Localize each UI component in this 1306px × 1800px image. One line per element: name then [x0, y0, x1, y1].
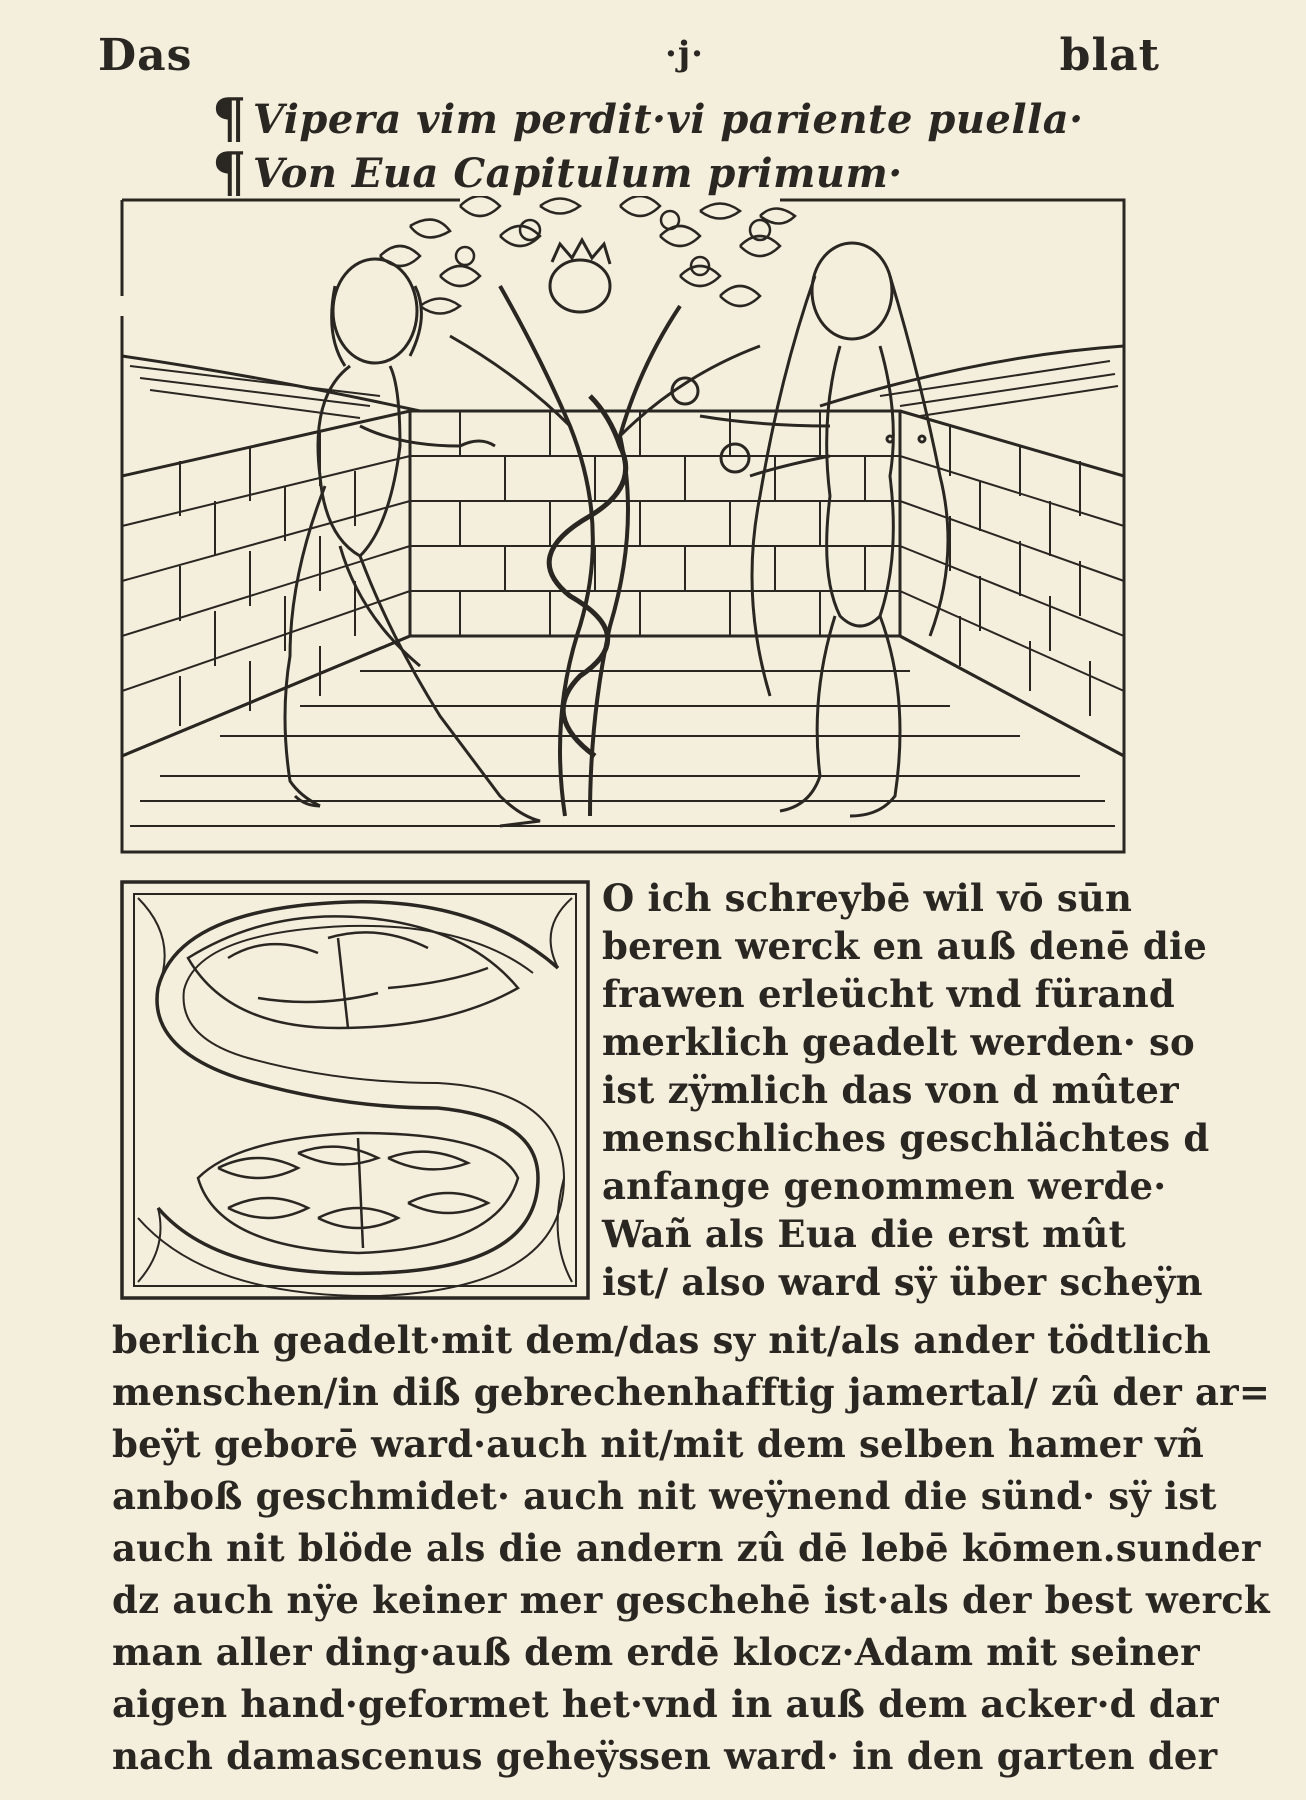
- text-line: berlich geadelt·mit dem/das sy nit/als ander tödtlich: [112, 1318, 1212, 1362]
- text-line: anboß geschmidet· auch nit weÿnend die sünd· sÿ ist: [112, 1474, 1217, 1518]
- rubric-text-1: Vipera vim perdit·vi pariente puella·: [252, 96, 1084, 143]
- text-line: merklich geadelt werden· so: [602, 1020, 1195, 1064]
- text-line: menschliches geschlächtes d: [602, 1116, 1210, 1160]
- text-line: Wañ als Eua die erst mût: [602, 1212, 1126, 1256]
- text-line: O ich schreybē wil vō sūn: [602, 876, 1133, 920]
- text-line: nach damascenus geheÿssen ward· in den garten der: [112, 1734, 1218, 1778]
- header-right: blat: [1059, 30, 1160, 81]
- text-line: dz auch nÿe keiner mer geschehē ist·als der best werck: [112, 1578, 1270, 1622]
- text-line: ist/ also ward sÿ über scheÿn: [602, 1260, 1203, 1304]
- text-line: ist zÿmlich das von d mûter: [602, 1068, 1179, 1112]
- header-left: Das: [98, 30, 193, 81]
- text-line: beÿt geborē ward·auch nit/mit dem selben hamer vñ: [112, 1422, 1204, 1466]
- text-line: beren werck en auß denē die: [602, 924, 1207, 968]
- ornamental-initial-S-icon: [118, 878, 592, 1302]
- text-line: auch nit blöde als die andern zû dē lebē kōmen.sunder: [112, 1526, 1261, 1570]
- text-line: menschen/in diß gebrechenhafftig jamertal/ zû der ar=: [112, 1370, 1271, 1414]
- pilcrow-icon: ¶: [212, 140, 247, 204]
- text-line: frawen erleücht vnd fürand: [602, 972, 1175, 1016]
- rubric-text-2: Von Eua Capitulum primum·: [252, 150, 903, 197]
- folio-number: ·j·: [665, 34, 704, 74]
- text-line: aigen hand·geformet het·vnd in auß dem acker·d dar: [112, 1682, 1219, 1726]
- pilcrow-icon: ¶: [212, 86, 247, 150]
- text-line: anfange genommen werde·: [602, 1164, 1167, 1208]
- adam-eve-tree-serpent-woodcut-icon: [120, 196, 1126, 854]
- text-line: man aller ding·auß dem erdē klocz·Adam mit seiner: [112, 1630, 1200, 1674]
- rubric-line-2: [212, 140, 903, 204]
